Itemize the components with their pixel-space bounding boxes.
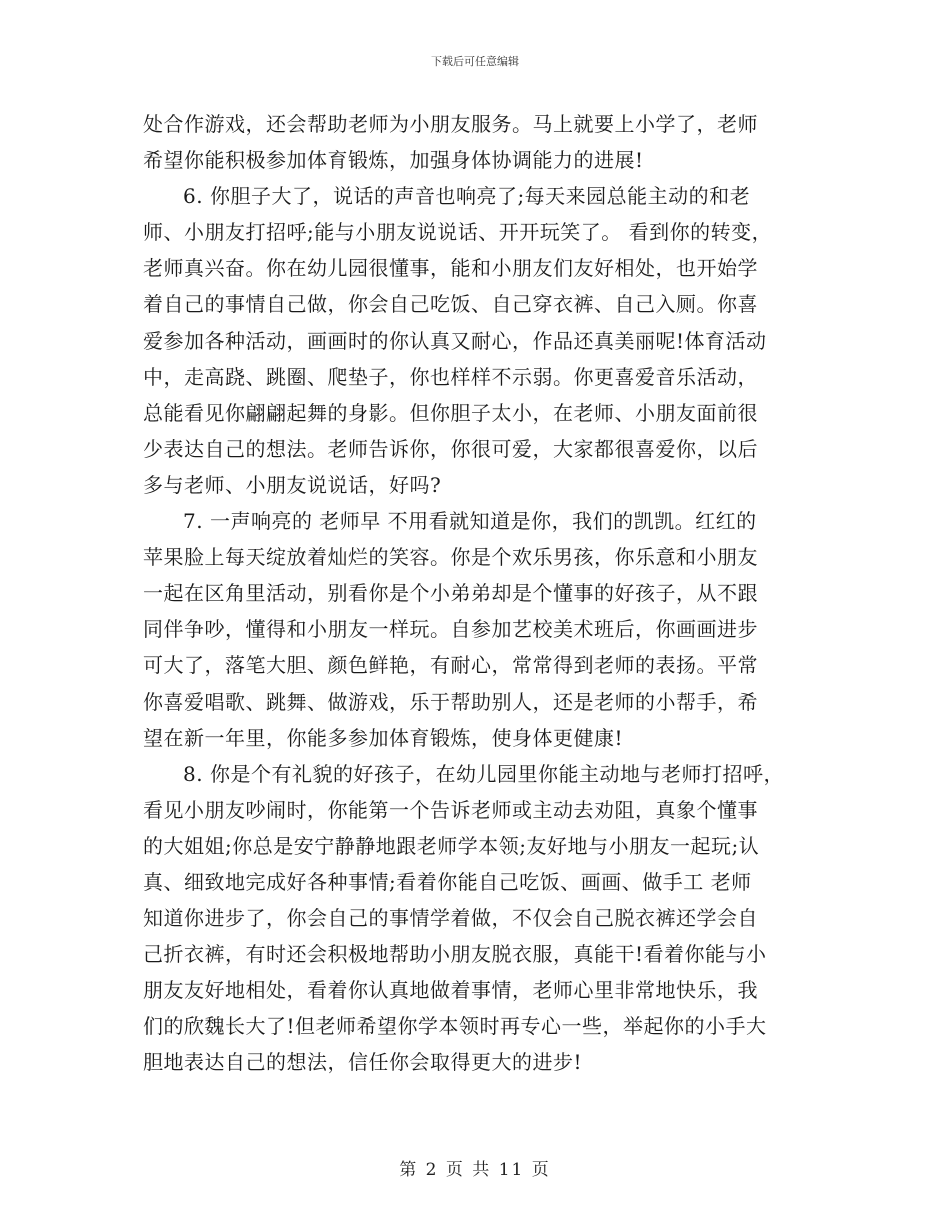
text-line: 望在新一年里，你能多参加体育锻炼，使身体更健康!: [143, 725, 624, 750]
text-line: 们的欣魏长大了!但老师希望你学本领时再专心一些，举起你的小手大: [143, 1014, 767, 1039]
text-line: 6. 你胆子大了，说话的声音也响亮了;每天来园总能主动的和老: [183, 184, 751, 209]
text-line: 希望你能积极参加体育锻炼，加强身体协调能力的进展!: [143, 148, 644, 173]
text-line: 的大姐姐;你总是安宁静静地跟老师学本领;友好地与小朋友一起玩;认: [143, 833, 760, 858]
text-line: 同伴争吵，懂得和小朋友一样玩。自参加艺校美术班后，你画画进步: [143, 617, 758, 642]
text-line: 爱参加各种活动，画画时的你认真又耐心，作品还真美丽呢!体育活动: [143, 328, 767, 353]
text-line: 老师真兴奋。你在幼儿园很懂事，能和小朋友们友好相处，也开始学: [143, 256, 758, 281]
text-line: 总能看见你翩翩起舞的身影。但你胆子太小，在老师、小朋友面前很: [143, 400, 758, 425]
text-line: 处合作游戏，还会帮助老师为小朋友服务。马上就要上小学了，老师: [143, 112, 758, 136]
text-line: 知道你进步了，你会自己的事情学着做，不仅会自己脱衣裤还学会自: [143, 906, 758, 931]
text-line: 朋友友好地相处，看着你认真地做着事情，老师心里非常地快乐，我: [143, 978, 758, 1003]
text-line: 看见小朋友吵闹时，你能第一个告诉老师或主动去劝阻，真象个懂事: [143, 797, 758, 822]
text-line: 己折衣裤，有时还会积极地帮助小朋友脱衣服，真能干!看着你能与小: [143, 942, 767, 967]
text-line: 苹果脸上每天绽放着灿烂的笑容。你是个欢乐男孩，你乐意和小朋友: [143, 545, 758, 570]
text-line: 师、小朋友打招呼;能与小朋友说说话、开开玩笑了。 看到你的转变，: [143, 220, 773, 245]
text-line: 多与老师、小朋友说说话，好吗?: [143, 472, 442, 497]
text-line: 可大了，落笔大胆、颜色鲜艳，有耐心，常常得到老师的表扬。平常: [143, 653, 758, 678]
text-line: 一起在区角里活动，别看你是个小弟弟却是个懂事的好孩子，从不跟: [143, 581, 758, 606]
text-line: 中，走高跷、跳圈、爬垫子，你也样样不示弱。你更喜爱音乐活动，: [143, 364, 758, 389]
document-body: [143, 106, 823, 1081]
text-line: 8. 你是个有礼貌的好孩子，在幼儿园里你能主动地与老师打招呼，: [183, 761, 784, 786]
text-line: 着自己的事情自己做，你会自己吃饭、自己穿衣裤、自己入厕。你喜: [143, 292, 758, 317]
text-line: 你喜爱唱歌、跳舞、做游戏，乐于帮助别人，还是老师的小帮手，希: [143, 689, 758, 714]
text-line: 真、细致地完成好各种事情;看着你能自己吃饭、画画、做手工 老师: [143, 869, 752, 894]
text-line: 7. 一声响亮的 老师早 不用看就知道是你，我们的凯凯。红红的: [183, 509, 757, 534]
text-line: 胆地表达自己的想法，信任你会取得更大的进步!: [143, 1050, 583, 1075]
page-number-footer: 第 2 页 共 11 页: [399, 1160, 551, 1180]
text-line: 少表达自己的想法。老师告诉你，你很可爱，大家都很喜爱你，以后: [143, 436, 758, 461]
page-header-note: 下载后可任意编辑: [431, 55, 519, 68]
